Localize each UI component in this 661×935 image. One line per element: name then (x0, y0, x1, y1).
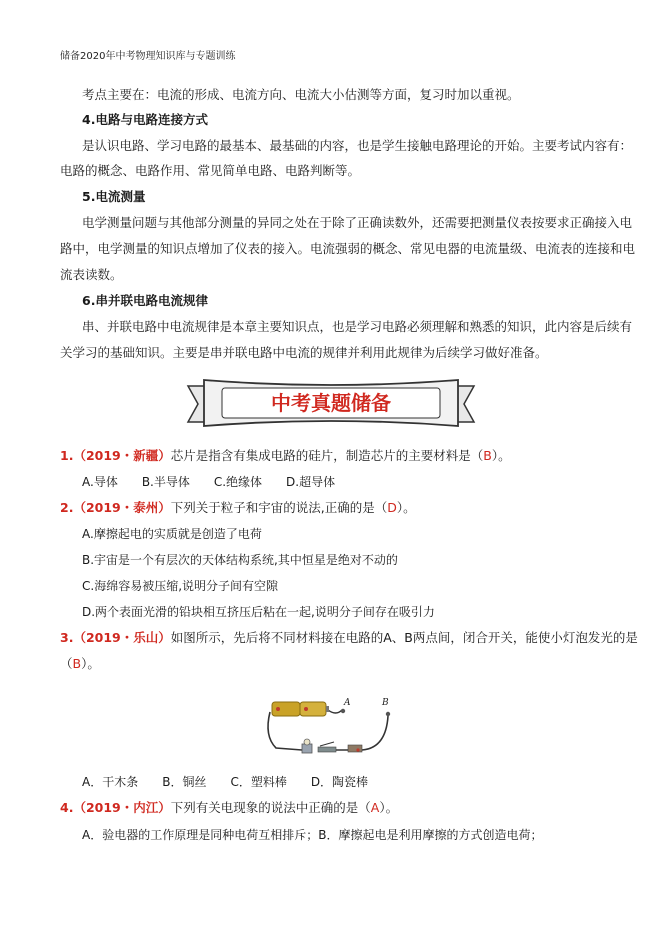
page-header: 储备2020年中考物理知识库与专题训练 (60, 51, 236, 62)
paragraph-exam-points: 考点主要在：电流的形成、电流方向、电流大小估测等方面，复习时加以重视。 (82, 87, 520, 102)
banner-title: 中考真题储备 (271, 391, 391, 415)
question-1: 1.（2019・新疆）芯片是指含有集成电路的硅片，制造芯片的主要材料是（B）。 (60, 448, 511, 463)
question-2: 2.（2019・泰州）下列关于粒子和宇宙的说法,正确的是（D）。 (60, 500, 416, 515)
answer-2: D (387, 500, 397, 515)
section-6-line-1: 串、并联电路中电流规律是本章主要知识点，也是学习电路必须理解和熟悉的知识，此内容是后续有 (82, 319, 633, 334)
question-2-option-c: C.海绵容易被压缩,说明分子间有空隙 (82, 579, 279, 593)
section-5-line-1: 电学测量问题与其他部分测量的异同之处在于除了正确读数外，还需要把测量仪表按要求正确接入电 (82, 215, 633, 230)
question-3: 3.（2019・乐山）如图所示，先后将不同材料接在电路的A、B两点间，闭合开关，能使小灯泡发光的是 (60, 630, 638, 645)
question-4-options-ab: A．验电器的工作原理是同种电荷互相排斥；B．摩擦起电是利用摩擦的方式创造电荷； (82, 828, 543, 842)
answer-3: B (72, 656, 82, 671)
question-2-option-d: D.两个表面光滑的铅块相互挤压后粘在一起,说明分子间存在吸引力 (82, 605, 435, 619)
terminal-a-label: A (344, 698, 351, 708)
section-5-line-3: 流表读数。 (60, 267, 123, 282)
section-5-line-2: 路中，电学测量的知识点增加了仪表的接入。电流强弱的概念、常见电器的电流量级、电流表的连接和电 (60, 241, 636, 256)
section-4-line-1: 是认识电路、学习电路的最基本、最基础的内容，也是学生接触电路理论的开始。主要考试内容有： (82, 138, 633, 153)
section-5-title: 5.电流测量 (82, 189, 146, 204)
circuit-diagram (262, 692, 402, 760)
question-2-option-a: A.摩擦起电的实质就是创造了电荷 (82, 527, 262, 541)
section-4-line-2: 电路的概念、电路作用、常见简单电路、电路判断等。 (60, 163, 361, 178)
section-6-line-2: 关学习的基础知识。主要是串并联电路中电流的规律并利用此规律为后续学习做好准备。 (60, 345, 548, 360)
question-4: 4.（2019・内江）下列有关电现象的说法中正确的是（A）。 (60, 800, 399, 815)
exam-banner (186, 376, 476, 432)
question-1-options: A.导体 B.半导体 C.绝缘体 D.超导体 (82, 475, 336, 489)
section-4-title: 4.电路与电路连接方式 (82, 112, 208, 127)
terminal-b-label: B (382, 698, 389, 708)
question-3-answer-line: （B）。 (60, 656, 100, 671)
question-2-option-b: B.宇宙是一个有层次的天体结构系统,其中恒星是绝对不动的 (82, 553, 398, 567)
section-6-title: 6.串并联电路电流规律 (82, 293, 208, 308)
answer-4: A (370, 800, 380, 815)
answer-1: B (483, 448, 492, 463)
question-3-options: A．干木条 B．铜丝 C．塑料棒 D．陶瓷棒 (82, 775, 369, 789)
